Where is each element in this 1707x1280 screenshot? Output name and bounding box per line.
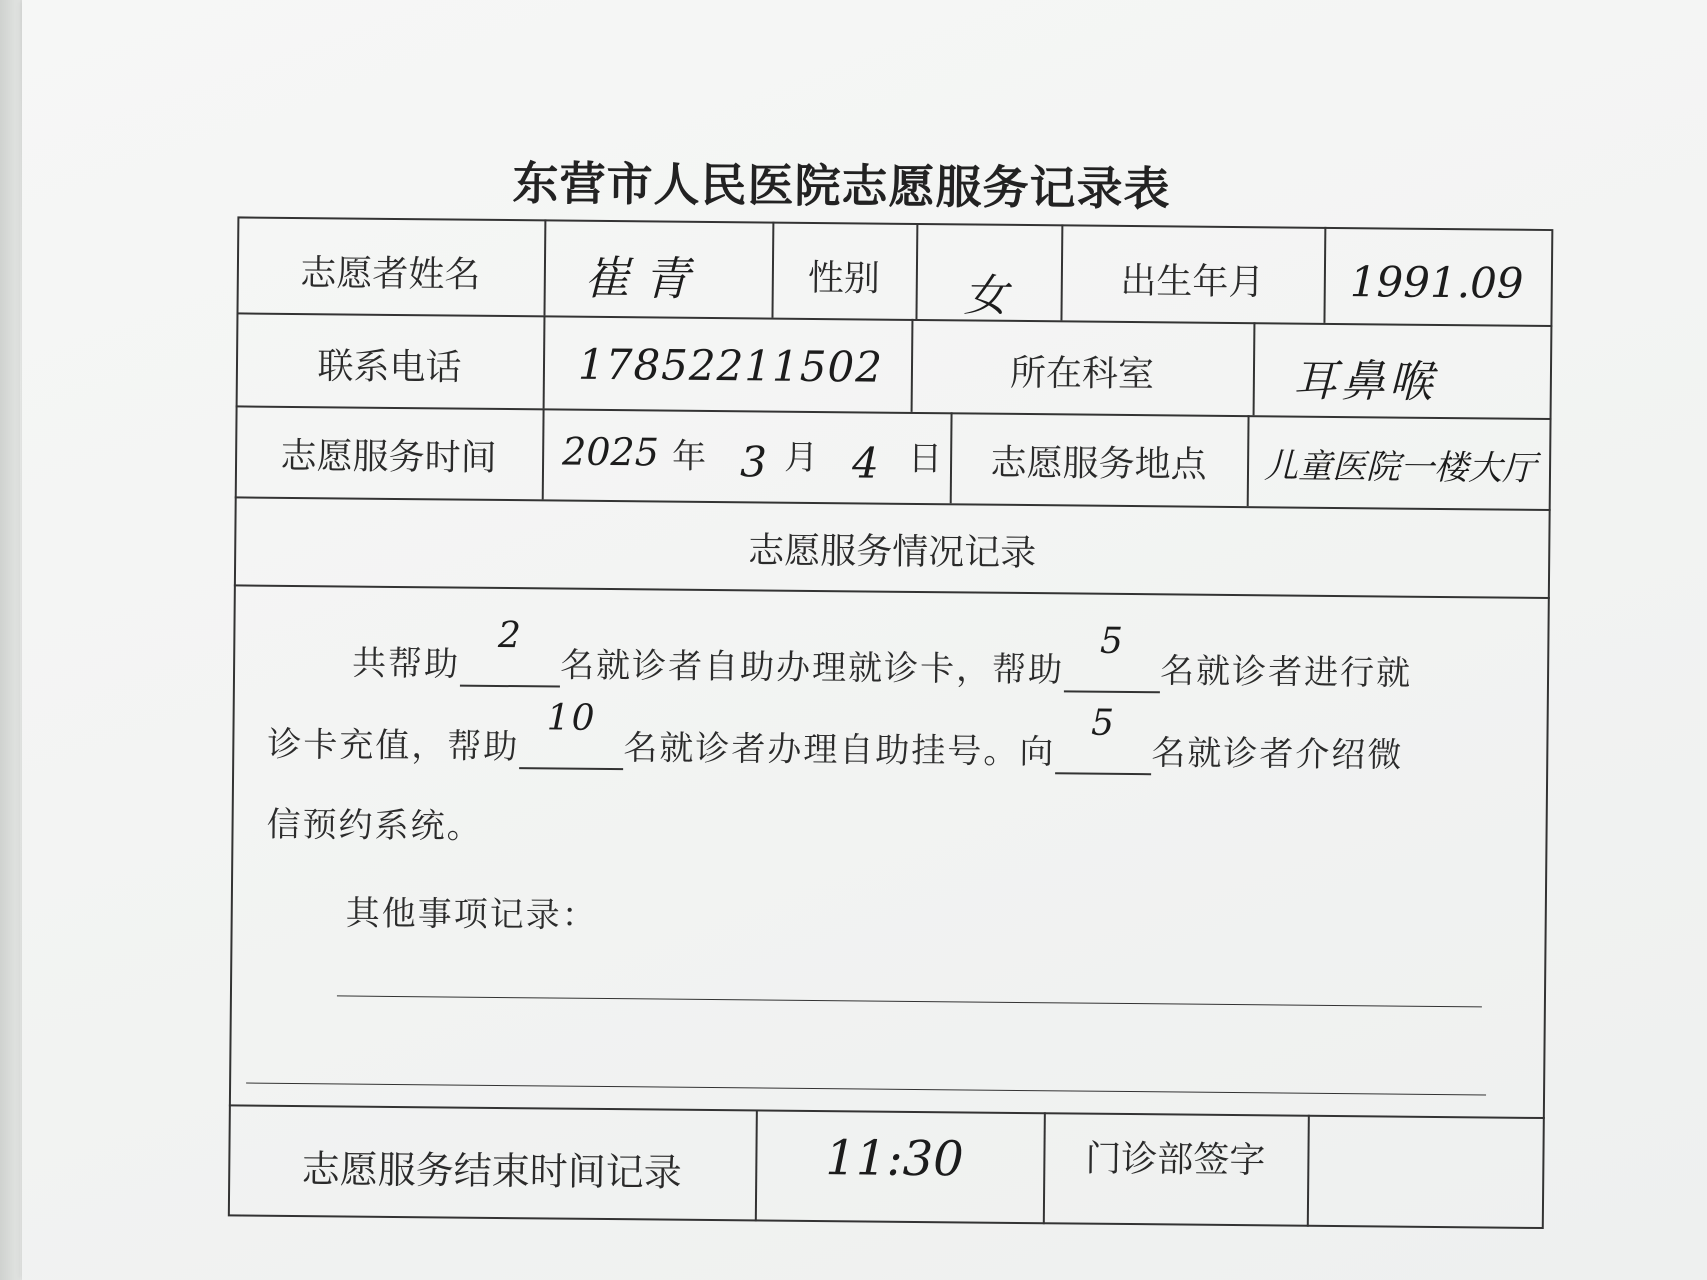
department-value[interactable]: 耳鼻喉 — [1292, 355, 1438, 408]
end-time-value[interactable]: 11:30 — [825, 1130, 965, 1188]
name-value[interactable]: 崔青 — [583, 250, 705, 306]
record-text: 名就诊者进行就 — [1159, 651, 1413, 694]
record-text: 共帮助 — [351, 643, 461, 685]
service-year: 2025 — [561, 429, 660, 475]
recharge-count-blank[interactable] — [1064, 620, 1160, 693]
service-month: 3 — [739, 437, 768, 487]
service-place-value[interactable]: 儿童医院一楼大厅 — [1263, 446, 1537, 489]
record-line-3 — [266, 797, 482, 848]
record-text: 名就诊者自助办理就诊卡，帮助 — [559, 645, 1065, 691]
service-time-label: 志愿服务时间 — [280, 435, 497, 479]
end-time-label: 志愿服务结束时间记录 — [301, 1147, 682, 1195]
card-count: 2 — [497, 614, 524, 657]
service-day: 4 — [851, 438, 880, 488]
year-unit: 年 — [671, 436, 707, 477]
gender-value[interactable]: 女 — [963, 270, 1008, 322]
service-place-label: 志愿服务地点 — [990, 442, 1207, 486]
card-count-blank[interactable] — [460, 614, 560, 688]
record-header: 志愿服务情况记录 — [748, 530, 1037, 575]
phone-label: 联系电话 — [317, 346, 462, 389]
register-count: 10 — [546, 697, 597, 739]
form-title: 东营市人民医院志愿服务记录表 — [512, 156, 1171, 216]
gender-label: 性别 — [807, 257, 881, 300]
month-unit: 月 — [783, 437, 819, 479]
signature-field[interactable] — [1315, 1135, 1536, 1207]
service-date[interactable] — [562, 428, 951, 488]
signature-label: 门诊部签字 — [1085, 1138, 1266, 1182]
record-text: 信预约系统。 — [266, 804, 483, 847]
record-text: 诊卡充值，帮助 — [267, 724, 520, 768]
phone-value[interactable]: 17852211502 — [577, 339, 884, 392]
name-label: 志愿者姓名 — [300, 253, 481, 296]
other-records-label: 其他事项记录： — [345, 893, 598, 936]
recharge-count: 5 — [1099, 620, 1126, 662]
register-count-blank[interactable] — [519, 697, 623, 770]
record-text: 名就诊者办理自助挂号。向 — [623, 728, 1056, 773]
wechat-count: 5 — [1090, 702, 1117, 744]
birth-value[interactable]: 1991.09 — [1349, 257, 1524, 308]
department-label: 所在科室 — [1009, 352, 1155, 396]
birth-label: 出生年月 — [1120, 260, 1265, 304]
day-unit: 日 — [907, 438, 943, 480]
record-line-1 — [351, 614, 1413, 696]
wechat-count-blank[interactable] — [1055, 702, 1151, 775]
record-text: 名就诊者介绍微 — [1151, 733, 1404, 776]
